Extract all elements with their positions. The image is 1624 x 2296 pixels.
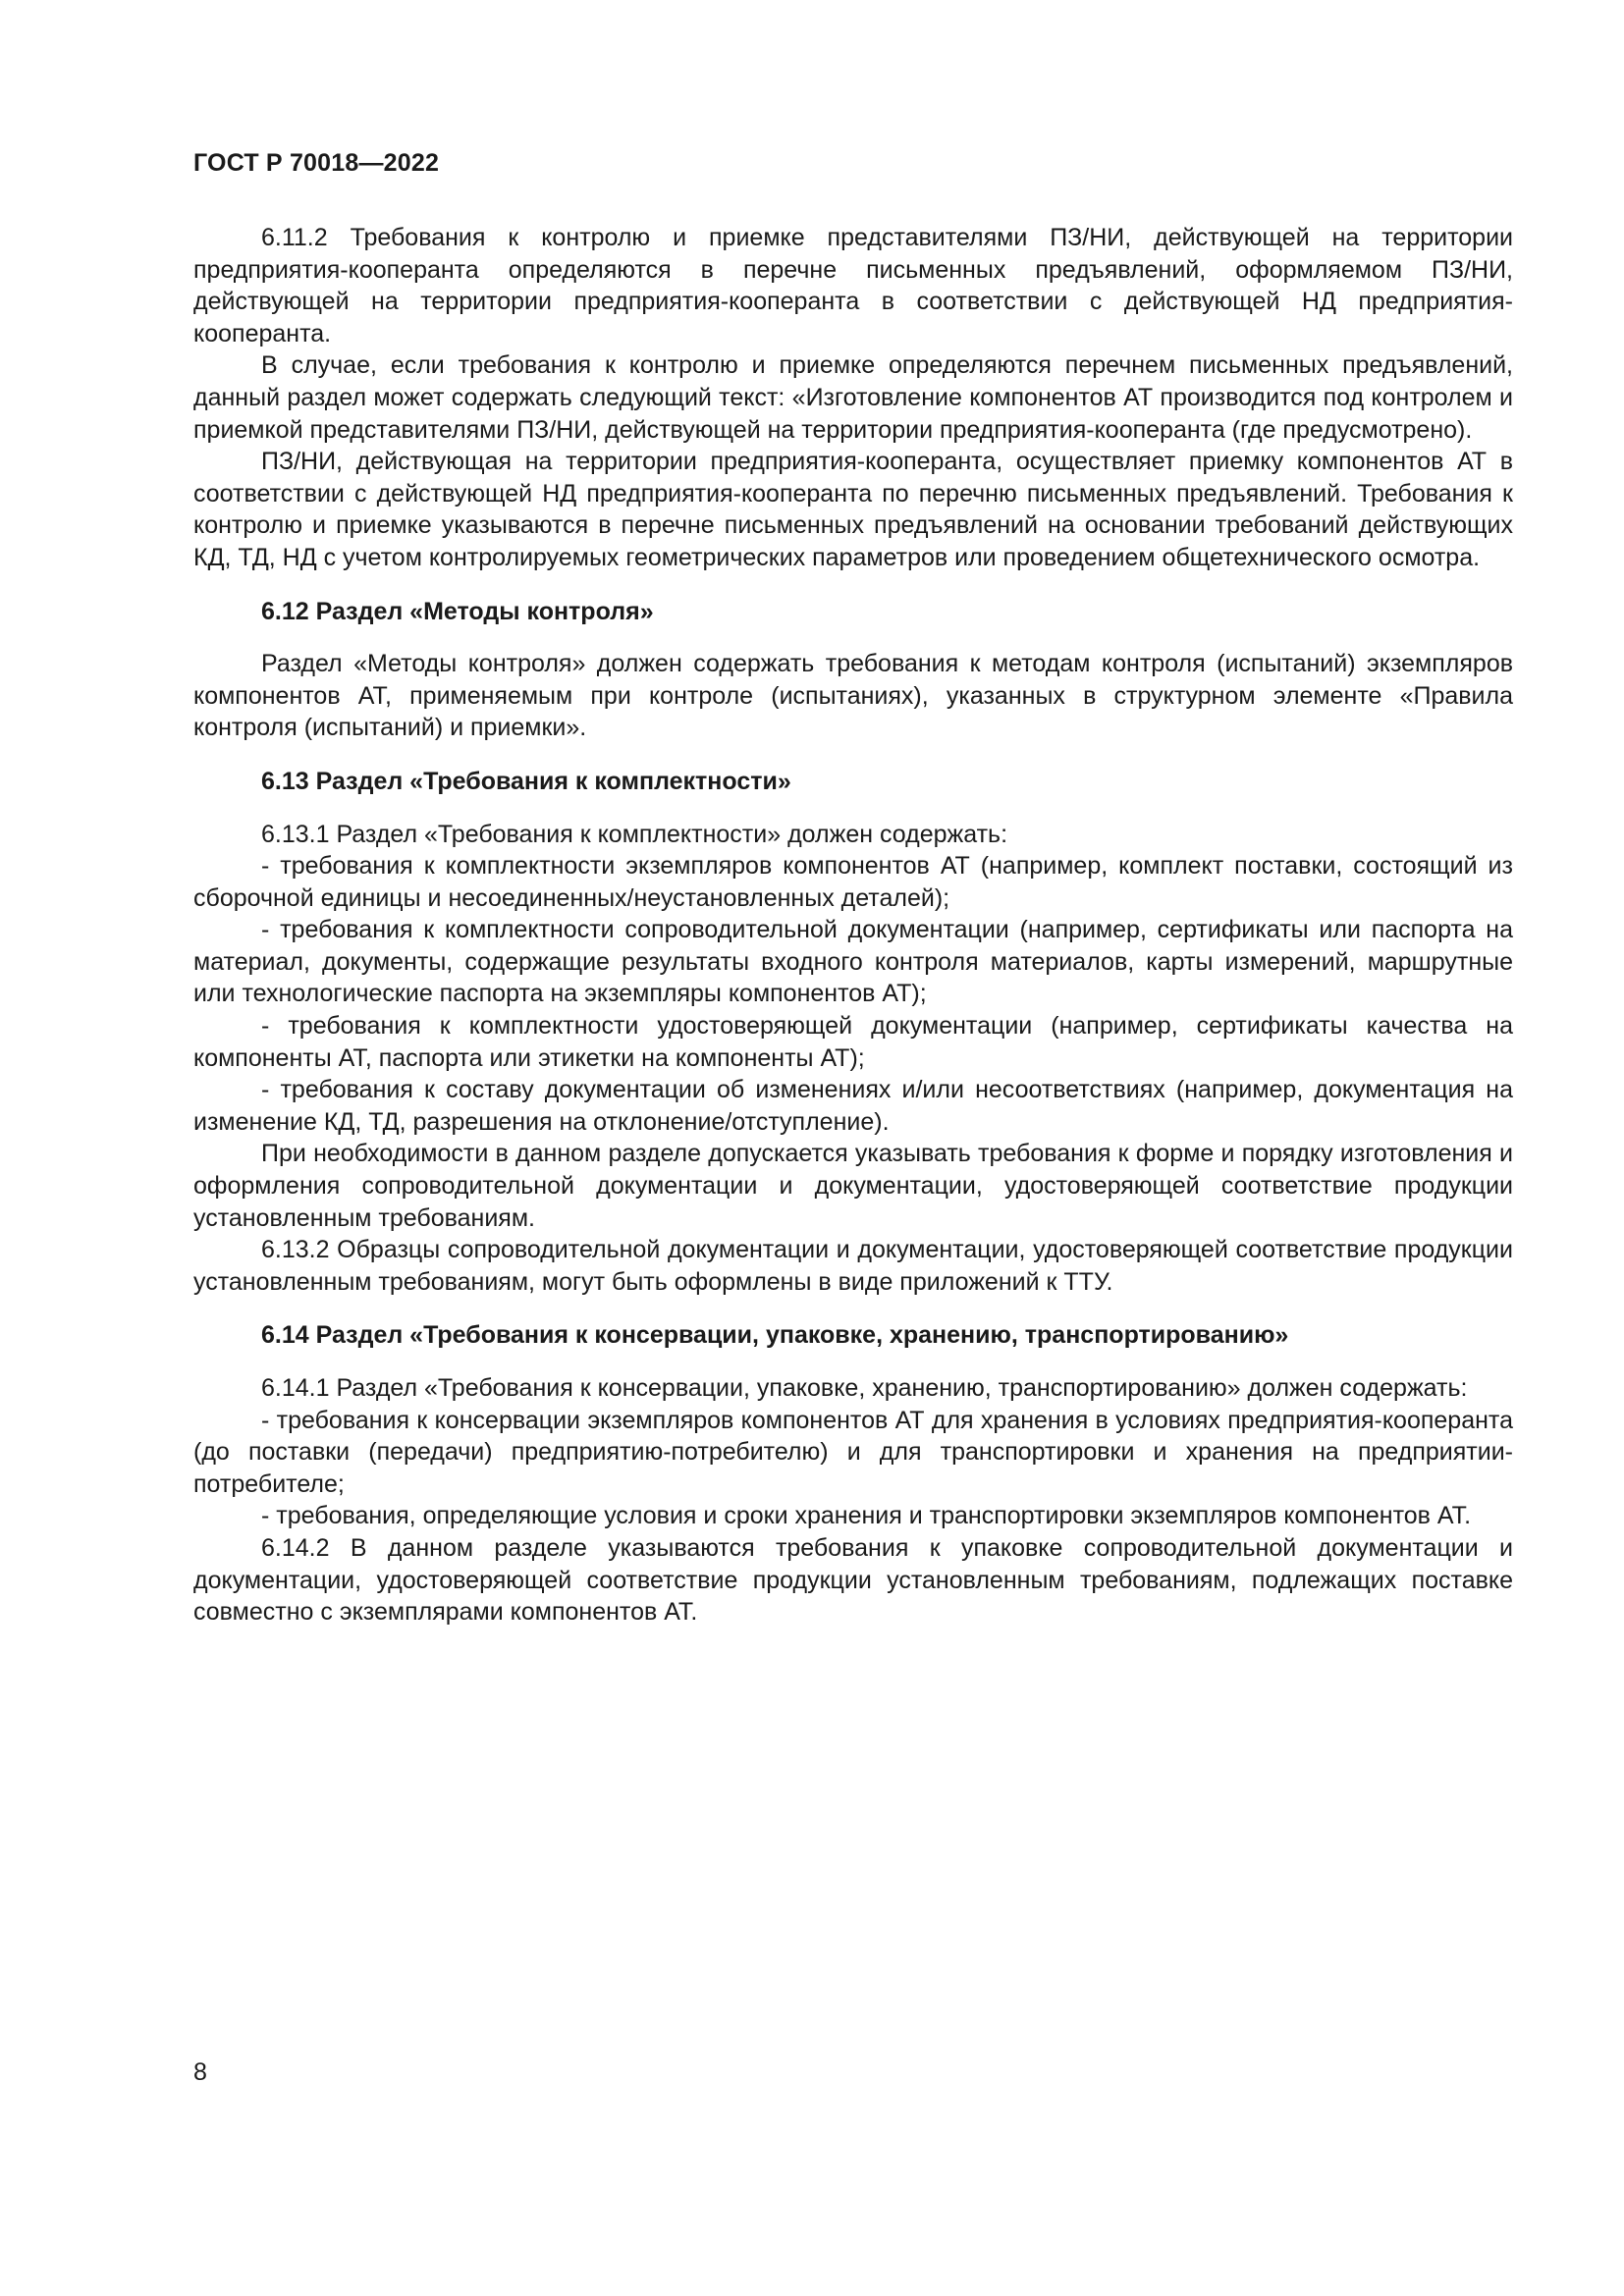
section-heading-6-13: 6.13 Раздел «Требования к комплектности» [261, 767, 791, 795]
paragraph-6-11-2: 6.11.2 Требования к контролю и приемке представителями ПЗ/НИ, действующей на территории предприятия-кооперанта определяются в перечне письменных предъявлений, оформляемом ПЗ/НИ, действующей на территории предприятия-кооперанта в соответствии с действующей НД предприятия-кооперанта. [193, 224, 1513, 347]
page-number: 8 [193, 2058, 207, 2086]
list-item: - требования, определяющие условия и сроки хранения и транспортировки экземпляров компонентов АТ. [261, 1502, 1472, 1530]
document-header-title: ГОСТ Р 70018—2022 [193, 149, 440, 177]
paragraph: Раздел «Методы контроля» должен содержать требования к методам контроля (испытаний) экземпляров компонентов АТ, применяемым при контроле (испытаниях), указанных в структурном элементе «Правила контроля (испытаний) и приемки». [193, 650, 1513, 742]
paragraph-6-14-2: 6.14.2 В данном разделе указываются требования к упаковке сопроводительной документации и документации, удостоверяющей соответствие продукции установленным требованиям, подлежащих поставке совместно с экземплярами компонентов АТ. [193, 1533, 1513, 1627]
section-heading-6-12: 6.12 Раздел «Методы контроля» [261, 597, 654, 625]
document-body [193, 222, 1513, 1629]
list-item: - требования к комплектности удостоверяющей документации (например, сертификаты качества на компоненты АТ, паспорта или этикетки на компоненты АТ); [193, 1012, 1513, 1072]
paragraph-6-14-1: 6.14.1 Раздел «Требования к консервации, упаковке, хранению, транспортированию» должен содержать: [261, 1374, 1468, 1402]
list-item: - требования к консервации экземпляров компонентов АТ для хранения в условиях предприятия-кооперанта (до поставки (передачи) предприятию-потребителю) и для транспортировки и хранения на предприятии-потребителе; [193, 1406, 1513, 1498]
paragraph: ПЗ/НИ, действующая на территории предприятия-кооперанта, осуществляет приемку компонентов АТ в соответствии с действующей НД предприятия-кооперанта по перечню письменных предъявлений. Требования к контролю и приемке указываются в перечне письменных предъявлений на основании требований действующих КД, ТД, НД с учетом контролируемых геометрических параметров или проведением общетехнического осмотра. [193, 448, 1513, 571]
list-item: - требования к составу документации об изменениях и/или несоответствиях (например, документация на изменение КД, ТД, разрешения на отклонение/отступление). [193, 1076, 1513, 1136]
list-item: - требования к комплектности сопроводительной документации (например, сертификаты или паспорта на материал, документы, содержащие результаты входного контроля материалов, карты измерений, маршрутные или технологические паспорта на экземпляры компонентов АТ); [193, 916, 1513, 1008]
paragraph: В случае, если требования к контролю и приемке определяются перечнем письменных предъявлений, данный раздел может содержать следующий текст: «Изготовление компонентов АТ производится под контролем и приемкой представителями ПЗ/НИ, действующей на территории предприятия-кооперанта (где предусмотрено). [193, 351, 1513, 444]
section-heading-6-14: 6.14 Раздел «Требования к консервации, упаковке, хранению, транспортированию» [261, 1321, 1289, 1350]
paragraph-6-13-1: 6.13.1 Раздел «Требования к комплектности» должен содержать: [261, 820, 1008, 848]
paragraph-6-13-2: 6.13.2 Образцы сопроводительной документации и документации, удостоверяющей соответствие продукции установленным требованиям, могут быть оформлены в виде приложений к ТТУ. [193, 1236, 1513, 1296]
paragraph: При необходимости в данном разделе допускается указывать требования к форме и порядку изготовления и оформления сопроводительной документации и документации, удостоверяющей соответствие продукции установленным требованиям. [193, 1140, 1513, 1232]
list-item: - требования к комплектности экземпляров компонентов АТ (например, комплект поставки, состоящий из сборочной единицы и несоединенных/неустановленных деталей); [193, 852, 1513, 912]
